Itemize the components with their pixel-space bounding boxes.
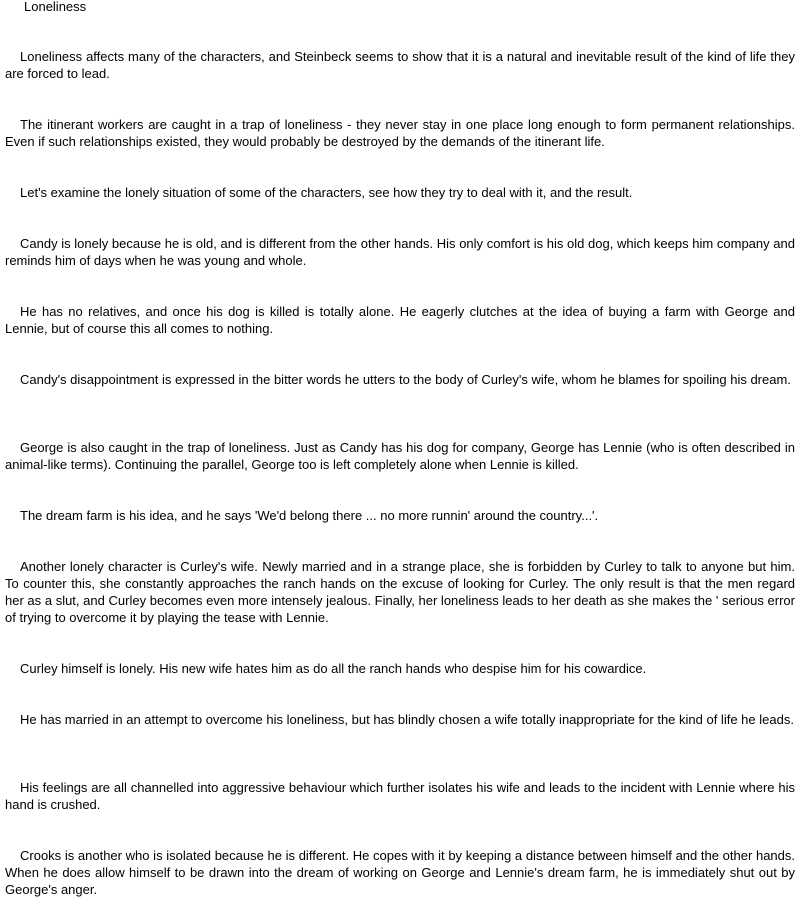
page-title: Loneliness xyxy=(24,0,87,14)
paragraph-11: He has married in an attempt to overcome his loneliness, but has blindly chosen a wife totally inappropriate for the kind of life he leads. xyxy=(20,712,794,727)
paragraph-8: The dream farm is his idea, and he says 'We'd belong there ... no more runnin' around the country...'. xyxy=(20,508,599,523)
paragraph-9: Another lonely character is Curley's wife. Newly married and in a strange place, she is forbidden by Curley to talk to anyone but him. To counter this, she constantly approaches the ranch hands on the excuse of looking for Curley. The only result is that the men regard her as a slut, and Curley becomes even more intensely jealous. Finally, her loneliness leads to her death as she makes the ' serious error of trying to overcome it by playing the tease with Lennie. xyxy=(5,559,795,625)
paragraph-6: Candy's disappointment is expressed in the bitter words he utters to the body of Curley's wife, whom he blames for spoiling his dream. xyxy=(20,372,791,387)
paragraph-7: George is also caught in the trap of loneliness. Just as Candy has his dog for company, George has Lennie (who is often described in animal-like terms). Continuing the parallel, George too is left completely alone when Lennie is killed. xyxy=(5,440,795,472)
paragraph-2: The itinerant workers are caught in a trap of loneliness - they never stay in one place long enough to form permanent relationships. Even if such relationships existed, they would probably be destroyed by the demands of the itinerant life. xyxy=(5,117,795,149)
paragraph-10: Curley himself is lonely. His new wife hates him as do all the ranch hands who despise him for his cowardice. xyxy=(20,661,647,676)
paragraph-1: Loneliness affects many of the characters, and Steinbeck seems to show that it is a natural and inevitable result of the kind of life they are forced to lead. xyxy=(5,49,795,81)
paragraph-5: He has no relatives, and once his dog is killed is totally alone. He eagerly clutches at the idea of buying a farm with George and Lennie, but of course this all comes to nothing. xyxy=(5,304,795,336)
paragraph-12: His feelings are all channelled into aggressive behaviour which further isolates his wife and leads to the incident with Lennie where his hand is crushed. xyxy=(5,780,795,812)
paragraph-4: Candy is lonely because he is old, and is different from the other hands. His only comfort is his old dog, which keeps him company and reminds him of days when he was young and whole. xyxy=(5,236,795,268)
paragraph-13: Crooks is another who is isolated because he is different. He copes with it by keeping a distance between himself and the other hands. When he does allow himself to be drawn into the dream of working on George and Lennie's dream farm, he is immediately shut out by George's anger. xyxy=(5,848,795,897)
paragraph-3: Let's examine the lonely situation of some of the characters, see how they try to deal with it, and the result. xyxy=(20,185,633,200)
